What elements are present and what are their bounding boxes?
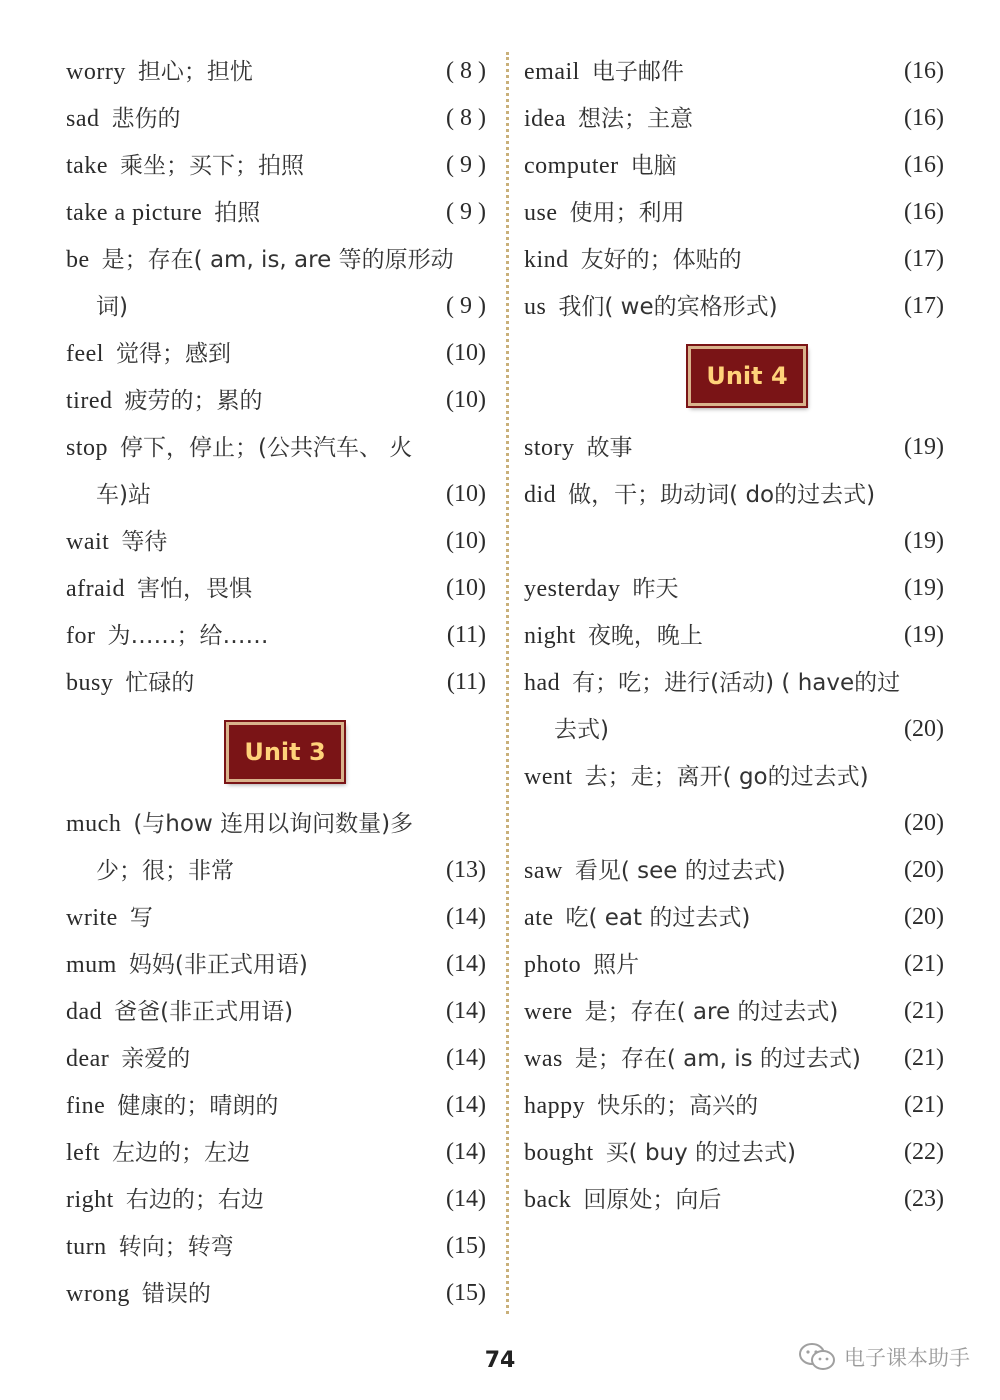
vocab-entry xyxy=(66,988,486,1035)
vocab-meaning: 忙碌的 xyxy=(125,670,195,696)
vocab-entry xyxy=(524,753,944,800)
unit-3-badge: Unit 3 xyxy=(226,722,344,782)
vocab-page-ref: (14) xyxy=(446,904,486,930)
vocab-page-ref: (10) xyxy=(446,528,486,554)
vocab-entry xyxy=(66,95,486,142)
vocab-word: stop xyxy=(66,435,109,461)
vocab-page-ref: (20) xyxy=(904,716,944,742)
right-column xyxy=(524,48,944,1223)
vocab-meaning: 转向；转弯 xyxy=(118,1234,234,1260)
vocab-list-left-top xyxy=(66,48,486,706)
vocab-entry xyxy=(524,941,944,988)
vocab-word: use xyxy=(524,200,558,226)
vocab-entry xyxy=(524,800,944,847)
vocab-page-ref: (15) xyxy=(446,1280,486,1306)
vocab-page-ref: (14) xyxy=(446,1045,486,1071)
vocab-page-ref: (19) xyxy=(904,528,944,554)
vocab-word: bought xyxy=(524,1140,594,1166)
vocab-meaning: 亲爱的 xyxy=(121,1046,191,1072)
vocab-word: had xyxy=(524,670,561,696)
vocab-page-ref: ( 8 ) xyxy=(446,105,486,131)
vocab-word: mum xyxy=(66,952,117,978)
vocab-word: night xyxy=(524,623,576,649)
vocab-entry xyxy=(66,1129,486,1176)
vocab-meaning: 是；存在( am, is 的过去式) xyxy=(574,1046,861,1072)
vocab-meaning: 我们( we的宾格形式) xyxy=(558,294,778,320)
vocab-word: us xyxy=(524,294,547,320)
vocab-entry xyxy=(66,142,486,189)
vocab-word: much xyxy=(66,811,122,837)
vocab-word: turn xyxy=(66,1234,107,1260)
vocab-page-ref: (16) xyxy=(904,152,944,178)
vocab-entry xyxy=(524,189,944,236)
vocab-meaning: 右边的；右边 xyxy=(125,1187,264,1213)
vocab-meaning: 夜晚，晚上 xyxy=(587,623,703,649)
vocab-page-ref: (17) xyxy=(904,246,944,272)
vocab-word: ate xyxy=(524,905,554,931)
vocab-page-ref: (17) xyxy=(904,293,944,319)
vocab-word: write xyxy=(66,905,118,931)
vocab-page-ref: (16) xyxy=(904,105,944,131)
vocab-word: yesterday xyxy=(524,576,621,602)
column-divider xyxy=(506,52,509,1314)
vocab-entry xyxy=(524,236,944,283)
vocab-word: story xyxy=(524,435,575,461)
vocab-word: fine xyxy=(66,1093,106,1119)
vocab-entry xyxy=(524,659,944,706)
vocab-word: was xyxy=(524,1046,563,1072)
vocab-meaning: 去；走；离开( go的过去式) xyxy=(584,764,869,790)
unit-4-header xyxy=(524,330,944,424)
vocab-entry xyxy=(524,1035,944,1082)
vocab-meaning: 吃( eat 的过去式) xyxy=(565,905,751,931)
vocab-meaning: 妈妈(非正式用语) xyxy=(128,952,308,978)
vocab-meaning: 为……；给…… xyxy=(107,623,269,649)
vocab-meaning: 使用；利用 xyxy=(569,200,685,226)
vocab-entry xyxy=(524,988,944,1035)
vocab-entry xyxy=(524,1129,944,1176)
vocab-word: take xyxy=(66,153,108,179)
watermark-text: 电子课本助手 xyxy=(844,1346,970,1370)
vocab-word: saw xyxy=(524,858,563,884)
vocab-meaning: 昨天 xyxy=(632,576,679,602)
vocab-meaning: 做，干；助动词( do的过去式) xyxy=(568,482,876,508)
vocab-word: afraid xyxy=(66,576,125,602)
vocab-entry xyxy=(66,1176,486,1223)
vocab-word: happy xyxy=(524,1093,586,1119)
vocab-entry xyxy=(66,659,486,706)
vocab-page-ref: (14) xyxy=(446,1139,486,1165)
vocab-meaning: 拍照 xyxy=(214,200,261,226)
left-column xyxy=(66,48,486,1317)
vocab-meaning: 左边的；左边 xyxy=(111,1140,250,1166)
vocab-word: sad xyxy=(66,106,100,132)
vocab-entry xyxy=(66,894,486,941)
vocab-meaning: 友好的；体贴的 xyxy=(580,247,742,273)
vocab-meaning: 觉得；感到 xyxy=(115,341,231,367)
vocab-entry xyxy=(66,471,486,518)
vocab-meaning: 是；存在( am, is, are 等的原形动 xyxy=(101,247,454,273)
vocab-entry xyxy=(524,142,944,189)
vocab-word: wrong xyxy=(66,1281,130,1307)
vocab-page-ref: (10) xyxy=(446,481,486,507)
vocab-meaning: 错误的 xyxy=(141,1281,211,1307)
vocab-entry xyxy=(524,565,944,612)
vocab-entry xyxy=(524,612,944,659)
vocab-entry xyxy=(66,1035,486,1082)
vocab-entry xyxy=(66,283,486,330)
vocab-meaning: 车)站 xyxy=(96,482,151,508)
vocab-entry xyxy=(524,518,944,565)
vocab-page-ref: (14) xyxy=(446,998,486,1024)
vocab-page-ref: (22) xyxy=(904,1139,944,1165)
vocab-word: left xyxy=(66,1140,100,1166)
vocab-entry xyxy=(66,518,486,565)
vocab-word: were xyxy=(524,999,573,1025)
vocab-entry xyxy=(66,424,486,471)
vocab-word: went xyxy=(524,764,573,790)
vocab-meaning: 词) xyxy=(96,294,128,320)
vocab-meaning: 停下，停止；(公共汽车、 火 xyxy=(120,435,413,461)
vocab-meaning: 是；存在( are 的过去式) xyxy=(584,999,839,1025)
vocab-meaning: 乘坐；买下；拍照 xyxy=(119,153,304,179)
vocab-meaning: 故事 xyxy=(586,435,633,461)
vocab-word: idea xyxy=(524,106,566,132)
vocab-page-ref: (11) xyxy=(446,622,486,648)
vocab-meaning: 电子邮件 xyxy=(591,59,684,85)
vocab-word: email xyxy=(524,59,580,85)
vocab-entry xyxy=(66,1223,486,1270)
vocab-meaning: 疲劳的；累的 xyxy=(124,388,263,414)
vocab-word: back xyxy=(524,1187,572,1213)
page-number: 74 xyxy=(484,1348,516,1373)
vocab-page-ref: (20) xyxy=(904,857,944,883)
vocab-page-ref: (19) xyxy=(904,622,944,648)
vocab-page-ref: (13) xyxy=(446,857,486,883)
vocab-page-ref: (20) xyxy=(904,904,944,930)
vocab-entry xyxy=(66,189,486,236)
vocab-page-ref: (10) xyxy=(446,340,486,366)
vocab-meaning: 担心；担忧 xyxy=(137,59,253,85)
vocab-word: busy xyxy=(66,670,114,696)
vocab-word: did xyxy=(524,482,557,508)
vocab-page-ref: (19) xyxy=(904,575,944,601)
vocab-meaning: 去式) xyxy=(554,717,609,743)
vocab-page-ref: (21) xyxy=(904,1045,944,1071)
vocab-meaning: 健康的；晴朗的 xyxy=(117,1093,279,1119)
vocab-word: take a picture xyxy=(66,200,203,226)
vocab-entry xyxy=(66,847,486,894)
vocab-page-ref: ( 8 ) xyxy=(446,58,486,84)
vocab-page-ref: (14) xyxy=(446,1092,486,1118)
vocab-entry xyxy=(66,800,486,847)
vocab-meaning: (与how 连用以询问数量)多 xyxy=(133,811,414,837)
vocab-page-ref: (16) xyxy=(904,199,944,225)
vocab-page-ref: (10) xyxy=(446,387,486,413)
vocab-entry xyxy=(66,1082,486,1129)
vocab-entry xyxy=(524,48,944,95)
vocab-page-ref: (19) xyxy=(904,434,944,460)
vocab-page-ref: (14) xyxy=(446,1186,486,1212)
vocab-entry xyxy=(524,706,944,753)
vocab-entry xyxy=(524,894,944,941)
vocab-page-ref: (21) xyxy=(904,998,944,1024)
vocab-word: photo xyxy=(524,952,582,978)
vocab-meaning: 看见( see 的过去式) xyxy=(574,858,786,884)
vocab-word: wait xyxy=(66,529,110,555)
vocab-entry xyxy=(66,1270,486,1317)
vocab-entry xyxy=(524,1176,944,1223)
vocab-meaning: 快乐的；高兴的 xyxy=(597,1093,759,1119)
vocab-entry xyxy=(66,48,486,95)
vocab-meaning: 照片 xyxy=(593,952,640,978)
vocab-word: kind xyxy=(524,247,569,273)
vocab-list-right-bottom xyxy=(524,424,944,1223)
vocab-page-ref: (21) xyxy=(904,951,944,977)
vocab-meaning: 悲伤的 xyxy=(111,106,181,132)
vocab-meaning: 爸爸(非正式用语) xyxy=(114,999,294,1025)
vocab-entry xyxy=(524,424,944,471)
vocab-entry xyxy=(66,941,486,988)
vocab-entry xyxy=(66,236,486,283)
vocab-meaning: 等待 xyxy=(121,529,168,555)
vocab-word: for xyxy=(66,623,96,649)
vocab-page-ref: (16) xyxy=(904,58,944,84)
vocab-entry xyxy=(524,283,944,330)
vocab-meaning: 有；吃；进行(活动) ( have的过 xyxy=(572,670,901,696)
vocab-entry xyxy=(66,612,486,659)
vocab-page-ref: (15) xyxy=(446,1233,486,1259)
vocab-page-ref: ( 9 ) xyxy=(446,293,486,319)
vocab-entry xyxy=(524,1082,944,1129)
vocab-page-ref: (21) xyxy=(904,1092,944,1118)
vocab-word: tired xyxy=(66,388,113,414)
vocab-page-ref: ( 9 ) xyxy=(446,199,486,225)
vocab-meaning: 写 xyxy=(129,905,153,931)
vocab-entry xyxy=(524,471,944,518)
vocab-entry xyxy=(524,95,944,142)
wechat-icon xyxy=(798,1342,836,1372)
vocab-page-ref: ( 9 ) xyxy=(446,152,486,178)
vocab-list-right-top xyxy=(524,48,944,330)
vocab-entry xyxy=(66,565,486,612)
vocab-word: dad xyxy=(66,999,103,1025)
vocab-page-ref: (10) xyxy=(446,575,486,601)
vocab-word: worry xyxy=(66,59,126,85)
vocab-word: dear xyxy=(66,1046,110,1072)
vocab-list-left-bottom xyxy=(66,800,486,1317)
vocab-entry xyxy=(66,377,486,424)
vocab-meaning: 想法；主意 xyxy=(577,106,693,132)
vocab-page-ref: (20) xyxy=(904,810,944,836)
vocab-meaning: 电脑 xyxy=(630,153,677,179)
vocab-word: computer xyxy=(524,153,619,179)
vocab-meaning: 害怕，畏惧 xyxy=(136,576,252,602)
vocab-entry xyxy=(66,330,486,377)
vocab-meaning: 少；很；非常 xyxy=(96,858,234,884)
vocab-page-ref: (11) xyxy=(446,669,486,695)
vocab-meaning: 回原处；向后 xyxy=(583,1187,722,1213)
vocab-page-ref: (14) xyxy=(446,951,486,977)
vocab-word: right xyxy=(66,1187,114,1213)
vocab-word: feel xyxy=(66,341,104,367)
watermark xyxy=(798,1340,970,1374)
unit-3-header xyxy=(66,706,486,800)
vocab-entry xyxy=(524,847,944,894)
vocab-page-ref: (23) xyxy=(904,1186,944,1212)
vocab-word: be xyxy=(66,247,90,273)
vocab-meaning: 买( buy 的过去式) xyxy=(605,1140,797,1166)
unit-4-badge: Unit 4 xyxy=(688,346,806,406)
